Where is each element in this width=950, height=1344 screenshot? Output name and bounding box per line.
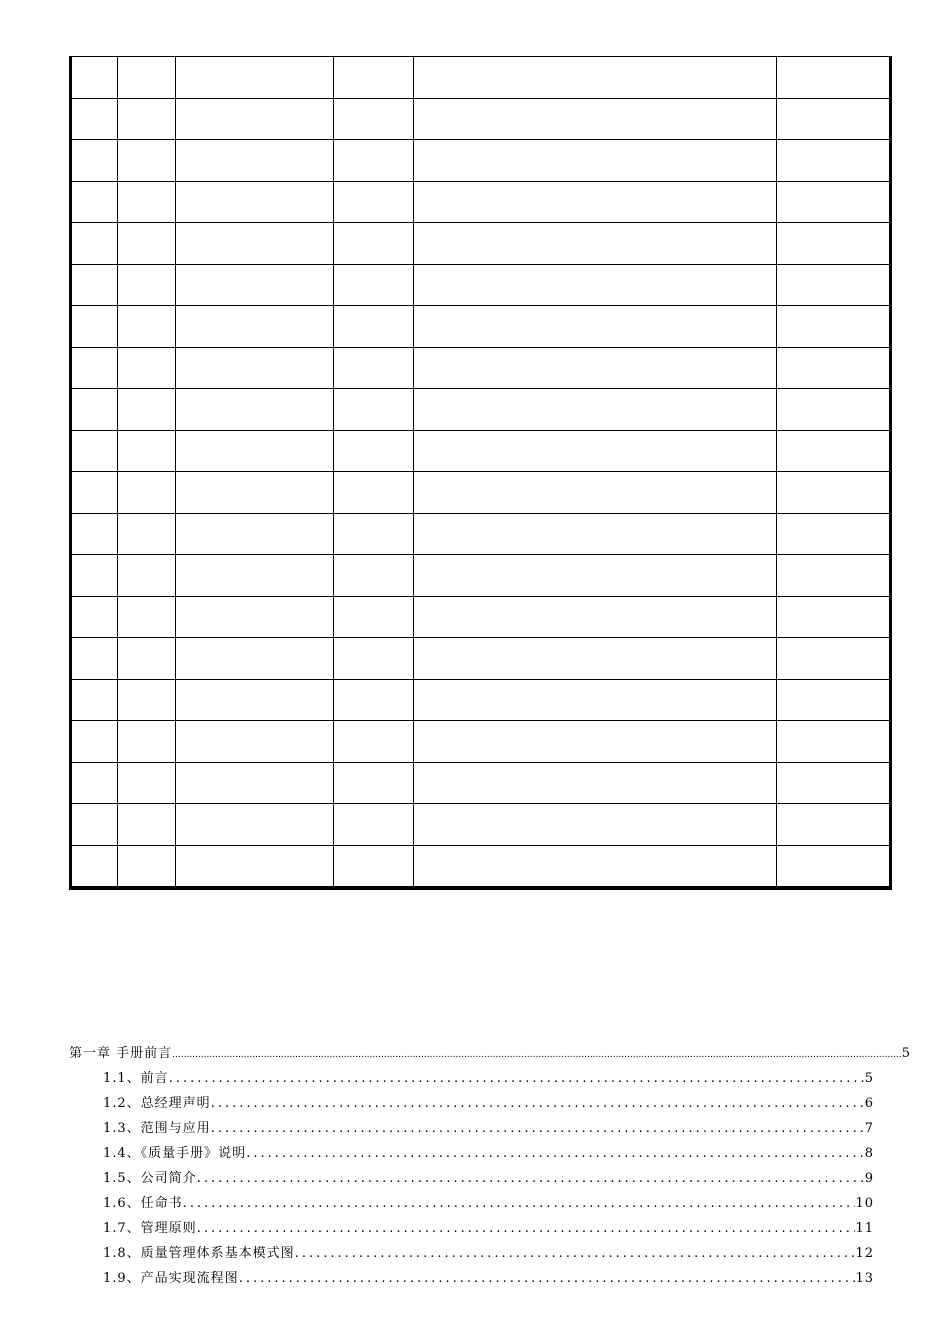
table-of-contents: [69, 1042, 911, 1291]
table-cell: [414, 347, 777, 389]
table-row: [71, 472, 891, 514]
toc-dot-leader: [197, 1216, 856, 1241]
table-cell: [118, 389, 176, 431]
table-cell: [118, 596, 176, 638]
toc-section-title: 1.4、《质量手册》说明: [103, 1146, 247, 1161]
table-cell: [334, 181, 414, 223]
table-cell: [334, 638, 414, 680]
table-cell: [176, 555, 334, 597]
table-row: [71, 347, 891, 389]
table-cell: [176, 306, 334, 348]
table-cell: [334, 721, 414, 763]
toc-dot-leader: [246, 1141, 865, 1166]
table-row: [71, 845, 891, 888]
table-cell: [176, 140, 334, 182]
table-cell: [777, 596, 891, 638]
toc-section-title: 1.2、总经理声明: [103, 1096, 211, 1111]
toc-chapter-title: 第一章 手册前言: [69, 1046, 173, 1061]
table-cell: [71, 389, 118, 431]
table-cell: [777, 140, 891, 182]
table-row: [71, 762, 891, 804]
toc-section-page: 7: [864, 1121, 874, 1136]
toc-section-title: 1.1、前言: [103, 1071, 169, 1086]
table-cell: [176, 679, 334, 721]
table-cell: [118, 264, 176, 306]
table-cell: [777, 430, 891, 472]
table-cell: [334, 389, 414, 431]
toc-section-entry[interactable]: [69, 1191, 874, 1216]
table-cell: [71, 430, 118, 472]
toc-section-title: 1.9、产品实现流程图: [103, 1271, 239, 1286]
table-cell: [334, 472, 414, 514]
table-cell: [176, 389, 334, 431]
table-cell: [777, 804, 891, 846]
table-cell: [176, 845, 334, 888]
table-cell: [118, 347, 176, 389]
toc-section-entry[interactable]: [69, 1266, 874, 1291]
table-cell: [118, 472, 176, 514]
toc-section-title: 1.6、任命书: [103, 1196, 183, 1211]
table-cell: [414, 472, 777, 514]
table-cell: [414, 721, 777, 763]
table-cell: [71, 845, 118, 888]
table-cell: [777, 181, 891, 223]
toc-section-page: 10: [855, 1196, 874, 1211]
table-row: [71, 513, 891, 555]
table-cell: [118, 555, 176, 597]
table-cell: [118, 804, 176, 846]
table-cell: [176, 804, 334, 846]
table-cell: [777, 513, 891, 555]
table-cell: [71, 347, 118, 389]
table-cell: [71, 264, 118, 306]
table-row: [71, 223, 891, 265]
table-cell: [334, 596, 414, 638]
toc-section-entry[interactable]: [69, 1066, 874, 1091]
table-row: [71, 181, 891, 223]
table-cell: [118, 98, 176, 140]
table-cell: [777, 679, 891, 721]
table-cell: [176, 347, 334, 389]
table-cell: [71, 762, 118, 804]
table-cell: [334, 223, 414, 265]
table-cell: [777, 845, 891, 888]
toc-dot-leader: [211, 1091, 865, 1116]
table-cell: [777, 472, 891, 514]
table-cell: [334, 347, 414, 389]
table-row: [71, 140, 891, 182]
toc-section-entry[interactable]: [69, 1091, 874, 1116]
table-cell: [71, 98, 118, 140]
table-cell: [71, 472, 118, 514]
table-cell: [414, 555, 777, 597]
table-cell: [71, 721, 118, 763]
table-cell: [176, 721, 334, 763]
table-cell: [334, 140, 414, 182]
table-cell: [414, 57, 777, 99]
table-cell: [777, 762, 891, 804]
table-cell: [334, 679, 414, 721]
table-cell: [176, 181, 334, 223]
table-cell: [414, 845, 777, 888]
toc-section-title: 1.8、质量管理体系基本模式图: [103, 1246, 295, 1261]
table-cell: [118, 762, 176, 804]
table-cell: [71, 596, 118, 638]
table-cell: [71, 679, 118, 721]
table-cell: [777, 347, 891, 389]
table-cell: [118, 140, 176, 182]
table-cell: [334, 57, 414, 99]
table-cell: [777, 223, 891, 265]
table-cell: [71, 804, 118, 846]
table-cell: [414, 223, 777, 265]
toc-section-page: 8: [864, 1146, 874, 1161]
table-cell: [118, 845, 176, 888]
toc-section-entry[interactable]: [69, 1141, 874, 1166]
table-cell: [414, 762, 777, 804]
table-row: [71, 264, 891, 306]
table-cell: [118, 513, 176, 555]
table-cell: [176, 98, 334, 140]
table-cell: [176, 762, 334, 804]
table-cell: [334, 762, 414, 804]
table-row: [71, 98, 891, 140]
table-cell: [71, 223, 118, 265]
table-cell: [118, 57, 176, 99]
table-cell: [414, 430, 777, 472]
table-cell: [176, 472, 334, 514]
table-cell: [176, 223, 334, 265]
table-cell: [334, 804, 414, 846]
toc-dot-leader: [197, 1166, 865, 1191]
toc-chapter-page: 5: [901, 1046, 911, 1061]
toc-dot-leader: [169, 1066, 865, 1091]
table-cell: [176, 57, 334, 99]
table-cell: [71, 140, 118, 182]
table-cell: [414, 389, 777, 431]
table-row: [71, 679, 891, 721]
blank-record-table: [69, 56, 892, 890]
table-cell: [176, 430, 334, 472]
table-cell: [176, 596, 334, 638]
table-cell: [414, 596, 777, 638]
table-cell: [777, 555, 891, 597]
table-cell: [777, 389, 891, 431]
table-cell: [334, 430, 414, 472]
toc-section-title: 1.5、公司简介: [103, 1171, 197, 1186]
toc-section-entry[interactable]: [69, 1166, 874, 1191]
table-cell: [414, 804, 777, 846]
table-cell: [334, 845, 414, 888]
table-cell: [118, 181, 176, 223]
toc-dot-leader: [239, 1266, 856, 1291]
table-row: [71, 430, 891, 472]
table-cell: [777, 638, 891, 680]
table-row: [71, 57, 891, 99]
table-cell: [777, 306, 891, 348]
table-row: [71, 596, 891, 638]
toc-section-page: 6: [864, 1096, 874, 1111]
table-cell: [71, 555, 118, 597]
table-cell: [118, 430, 176, 472]
table-cell: [777, 721, 891, 763]
table-cell: [118, 306, 176, 348]
table-cell: [118, 638, 176, 680]
toc-section-page: 5: [864, 1071, 874, 1086]
table-cell: [414, 638, 777, 680]
toc-section-entry[interactable]: [69, 1241, 874, 1266]
table-cell: [777, 57, 891, 99]
toc-section-page: 12: [855, 1246, 874, 1261]
table-cell: [414, 264, 777, 306]
toc-section-entry[interactable]: [69, 1116, 874, 1141]
toc-section-entry[interactable]: [69, 1216, 874, 1241]
table-cell: [777, 98, 891, 140]
table-row: [71, 306, 891, 348]
toc-dot-leader: [183, 1191, 856, 1216]
table-cell: [414, 181, 777, 223]
table-cell: [176, 638, 334, 680]
table-cell: [118, 679, 176, 721]
table-cell: [71, 638, 118, 680]
toc-dot-leader: [295, 1241, 856, 1266]
table-cell: [414, 140, 777, 182]
table-cell: [176, 513, 334, 555]
toc-section-title: 1.3、范围与应用: [103, 1121, 211, 1136]
table-cell: [414, 306, 777, 348]
table-cell: [118, 721, 176, 763]
table-cell: [334, 264, 414, 306]
table-cell: [71, 181, 118, 223]
table-cell: [334, 555, 414, 597]
table-row: [71, 389, 891, 431]
toc-chapter-entry[interactable]: [69, 1042, 911, 1066]
table-cell: [414, 513, 777, 555]
table-cell: [71, 57, 118, 99]
table-cell: [71, 513, 118, 555]
table-cell: [334, 513, 414, 555]
table-cell: [414, 98, 777, 140]
table-cell: [414, 679, 777, 721]
toc-section-page: 13: [855, 1271, 874, 1286]
table-cell: [118, 223, 176, 265]
blank-record-table-body: [71, 57, 891, 889]
table-row: [71, 721, 891, 763]
table-row: [71, 638, 891, 680]
table-cell: [334, 306, 414, 348]
toc-section-page: 9: [864, 1171, 874, 1186]
table-row: [71, 555, 891, 597]
table-row: [71, 804, 891, 846]
toc-section-title: 1.7、管理原则: [103, 1221, 197, 1236]
table-cell: [71, 306, 118, 348]
table-cell: [176, 264, 334, 306]
table-cell: [777, 264, 891, 306]
toc-section-page: 11: [855, 1221, 874, 1236]
table-cell: [334, 98, 414, 140]
toc-dot-leader: [172, 1043, 902, 1067]
toc-dot-leader: [211, 1116, 865, 1141]
